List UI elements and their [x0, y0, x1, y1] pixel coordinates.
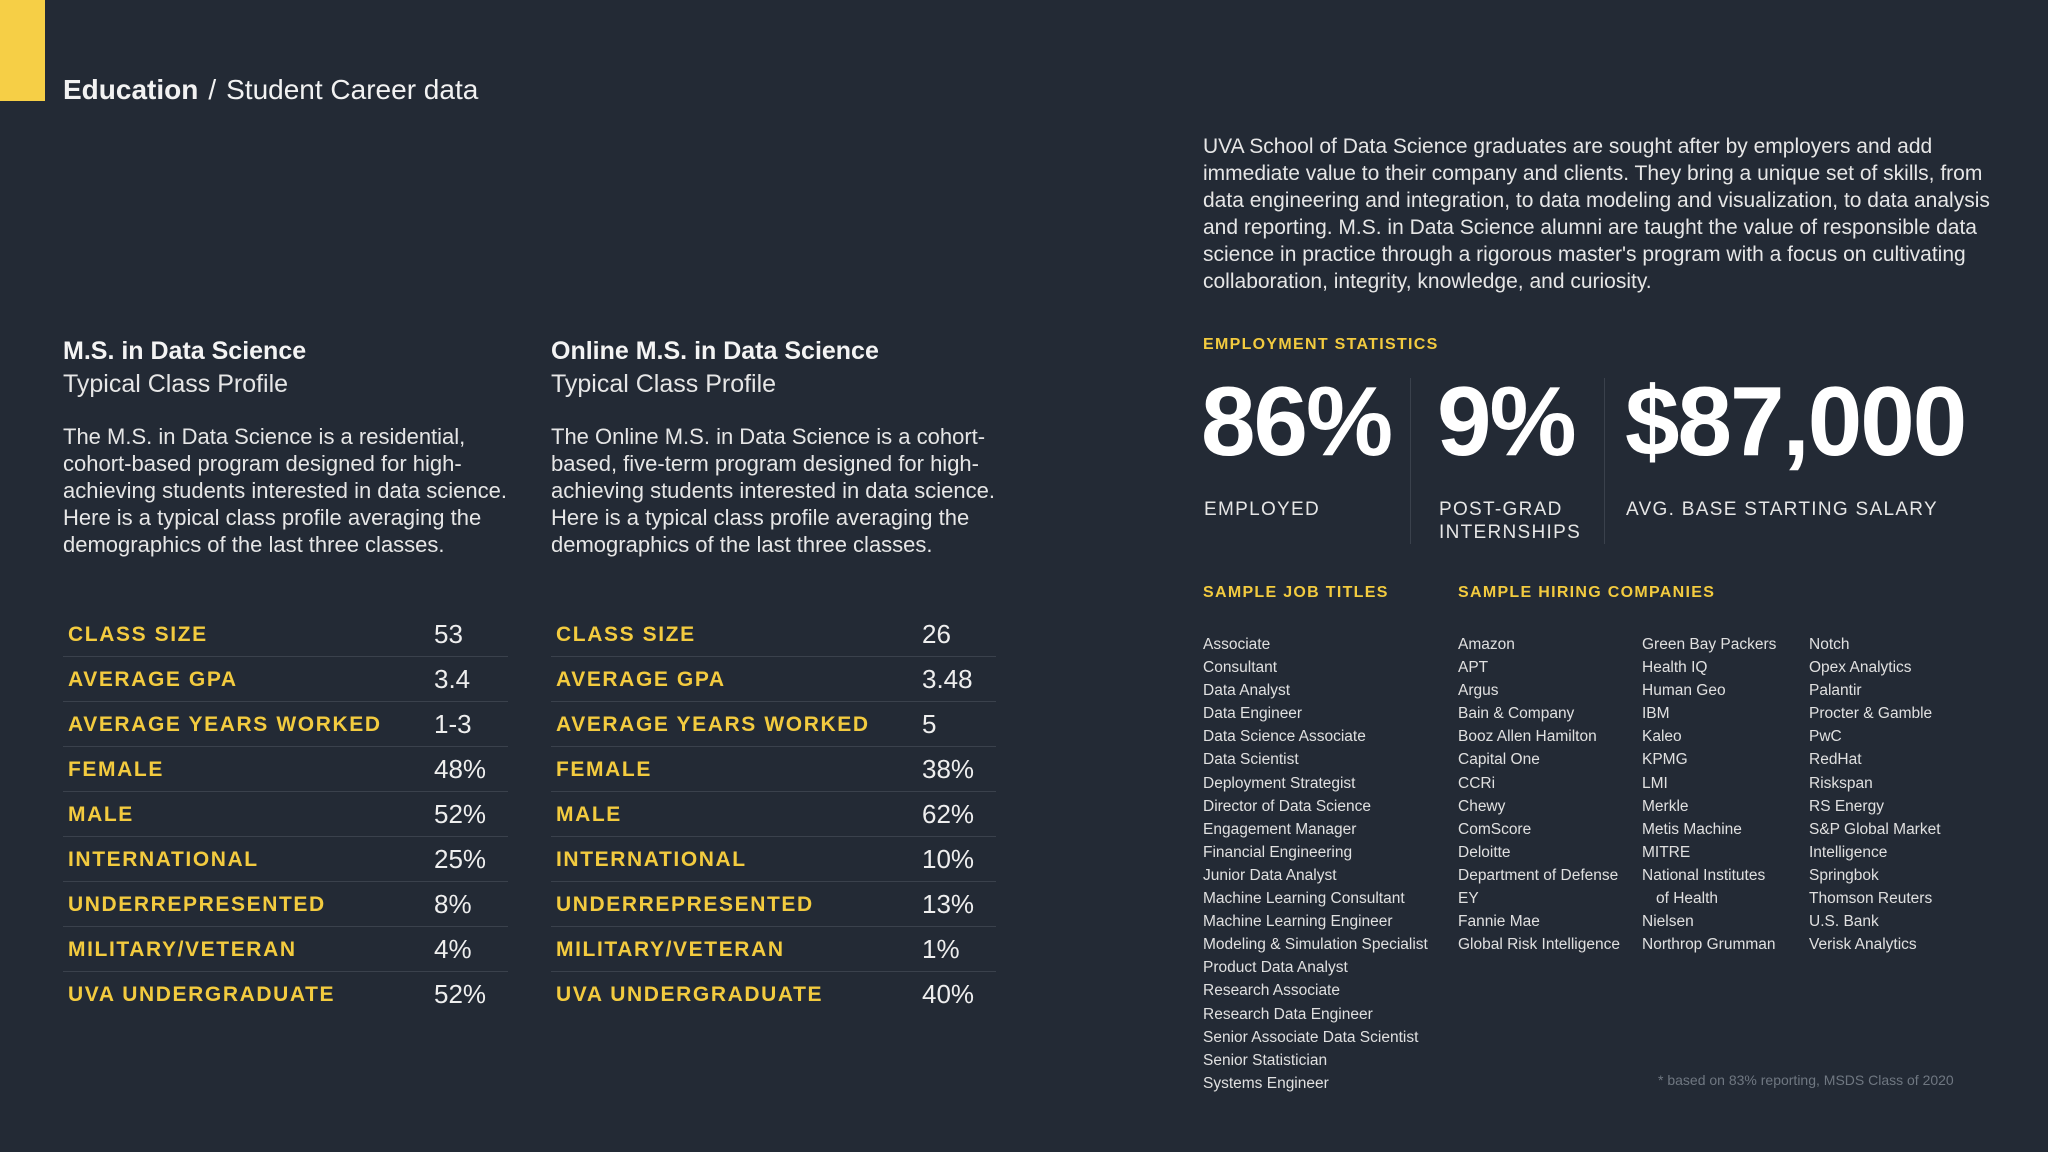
stat-value: 4%: [434, 934, 472, 964]
program-description: The Online M.S. in Data Science is a cohort-based, five-term program designed for high-achieving students interested in data science. Here is a typical class profile averaging the demographics of the last three classes.: [551, 424, 995, 557]
list-item: Riskspan: [1809, 774, 1873, 792]
list-item: Data Scientist: [1203, 751, 1299, 769]
stat-label: CLASS SIZE: [556, 622, 696, 646]
table-row: [551, 748, 996, 792]
list-item: RS Energy: [1809, 797, 1884, 815]
employment-statistics-heading: EMPLOYMENT STATISTICS: [1203, 336, 1439, 353]
list-item: U.S. Bank: [1809, 913, 1879, 931]
breadcrumb: [63, 74, 478, 106]
table-row: [63, 838, 508, 882]
employed-percent: 86%: [1201, 366, 1392, 476]
stat-label: UNDERREPRESENTED: [556, 892, 814, 916]
list-item: Department of Defense: [1458, 866, 1619, 884]
list-item: Data Analyst: [1203, 682, 1291, 700]
stat-value: 3.4: [434, 664, 471, 694]
hiring-companies-list-3: [1809, 633, 1941, 956]
program-subtitle: Typical Class Profile: [551, 370, 777, 398]
table-row: [63, 658, 508, 702]
stat-value: 25%: [434, 844, 487, 874]
list-item: IBM: [1642, 705, 1670, 723]
list-item: Data Science Associate: [1203, 728, 1366, 746]
stat-value: 1-3: [434, 709, 472, 739]
list-item: Senior Statistician: [1203, 1051, 1328, 1069]
footnote: * based on 83% reporting, MSDS Class of 2020: [1658, 1072, 1954, 1088]
list-item: Engagement Manager: [1203, 820, 1357, 838]
stat-label: UVA UNDERGRADUATE: [68, 982, 336, 1006]
list-item: Bain & Company: [1458, 705, 1575, 723]
list-item: CCRi: [1458, 774, 1496, 792]
list-item: Consultant: [1203, 659, 1278, 677]
stat-value: 53: [434, 619, 463, 649]
table-row: [63, 748, 508, 792]
stat-value: 13%: [922, 889, 975, 919]
table-row: [63, 793, 508, 837]
list-item: ComScore: [1458, 820, 1532, 838]
stat-label: AVERAGE GPA: [68, 667, 238, 691]
list-item: EY: [1458, 890, 1479, 908]
class-profile-table: [551, 613, 996, 1017]
stat-value: 62%: [922, 799, 975, 829]
list-item: Argus: [1458, 682, 1499, 700]
list-item: MITRE: [1642, 843, 1691, 861]
list-item: Modeling & Simulation Specialist: [1203, 936, 1428, 954]
list-item: Fannie Mae: [1458, 913, 1540, 931]
starting-salary: $87,000: [1625, 366, 1966, 476]
list-item: National Institutes: [1642, 866, 1766, 884]
breadcrumb-page: Student Career data: [226, 74, 479, 105]
list-item: Procter & Gamble: [1809, 705, 1933, 723]
stat-value: 40%: [922, 979, 975, 1009]
list-item: Research Associate: [1203, 982, 1340, 1000]
list-item: Northrop Grumman: [1642, 936, 1776, 954]
stat-label: AVERAGE YEARS WORKED: [556, 712, 870, 736]
list-item: Amazon: [1458, 636, 1515, 653]
stat-value: 5: [922, 709, 937, 739]
job-titles-list: [1203, 633, 1428, 1095]
program-profile-online: [551, 335, 996, 1009]
stat-label: CLASS SIZE: [68, 622, 208, 646]
internships-percent: 9%: [1437, 366, 1575, 476]
hiring-companies-heading: SAMPLE HIRING COMPANIES: [1458, 584, 1716, 601]
stat-label: AVERAGE YEARS WORKED: [68, 712, 382, 736]
list-item: Opex Analytics: [1809, 659, 1912, 677]
stat-label: INTERNATIONAL: [68, 847, 259, 871]
table-row: [551, 703, 996, 747]
list-item: Green Bay Packers: [1642, 636, 1777, 653]
stat-value: 38%: [922, 754, 975, 784]
class-profile-table: [63, 613, 508, 1017]
list-item: Systems Engineer: [1203, 1074, 1329, 1092]
stat-label: INTERNATIONAL: [556, 847, 747, 871]
table-row: [63, 613, 508, 657]
list-item: Booz Allen Hamilton: [1458, 728, 1597, 746]
stat-label: MILITARY/VETERAN: [556, 937, 785, 961]
table-row: [63, 703, 508, 747]
list-item: Senior Associate Data Scientist: [1203, 1028, 1419, 1046]
table-row: [551, 883, 996, 927]
list-item: Human Geo: [1642, 682, 1726, 700]
list-item: Chewy: [1458, 797, 1506, 815]
list-item: Merkle: [1642, 797, 1689, 815]
list-item: Intelligence: [1809, 843, 1888, 861]
list-item: Springbok: [1809, 866, 1879, 884]
list-item: RedHat: [1809, 751, 1862, 769]
stat-label: MILITARY/VETERAN: [68, 937, 297, 961]
list-item: Metis Machine: [1642, 820, 1742, 838]
stat-label: MALE: [68, 802, 134, 826]
program-profile-residential: [63, 335, 508, 1009]
program-subtitle: Typical Class Profile: [63, 370, 289, 398]
list-item: Machine Learning Consultant: [1203, 890, 1405, 908]
stat-label: AVERAGE GPA: [556, 667, 726, 691]
list-item: Health IQ: [1642, 659, 1708, 677]
list-item: Kaleo: [1642, 728, 1682, 746]
divider: [1410, 378, 1411, 544]
table-row: [551, 658, 996, 702]
hiring-companies-list-1: [1458, 633, 1620, 956]
list-item: PwC: [1809, 728, 1842, 746]
stat-value: 48%: [434, 754, 487, 784]
breadcrumb-section[interactable]: Education: [63, 74, 199, 105]
starting-salary-label: AVG. BASE STARTING SALARY: [1626, 499, 1938, 520]
list-item: Junior Data Analyst: [1203, 866, 1337, 884]
intro-paragraph: UVA School of Data Science graduates are sought after by employers and add immediate value to their company and clients. They bring a unique set of skills, from data engineering and integration, to data modeling and visualization, to data analysis and reporting. M.S. in Data Science alumni are taught the value of responsible data science in practice through a rigorous master's program with a focus on cultivating collaboration, integrity, knowledge, and curiosity.: [1203, 135, 1990, 293]
table-row: [63, 928, 508, 972]
list-item: Nielsen: [1642, 913, 1694, 931]
breadcrumb-separator: /: [208, 74, 217, 105]
table-row: [551, 928, 996, 972]
list-item: Research Data Engineer: [1203, 1005, 1373, 1023]
stat-value: 52%: [434, 979, 487, 1009]
stat-label: UNDERREPRESENTED: [68, 892, 326, 916]
table-row: [551, 973, 996, 1016]
stat-value: 10%: [922, 844, 975, 874]
list-item: Capital One: [1458, 751, 1540, 769]
hiring-companies-list-2: [1642, 633, 1776, 956]
accent-bar: [0, 0, 45, 101]
table-row: [63, 883, 508, 927]
stat-value: 26: [922, 619, 951, 649]
list-item: Deployment Strategist: [1203, 774, 1356, 792]
list-item: Data Engineer: [1203, 705, 1303, 723]
table-row: [551, 838, 996, 882]
stat-label: FEMALE: [556, 757, 652, 781]
stat-label: MALE: [556, 802, 622, 826]
stat-value: 52%: [434, 799, 487, 829]
list-item: Product Data Analyst: [1203, 959, 1348, 977]
list-item: of Health: [1656, 890, 1719, 908]
list-item: Associate: [1203, 636, 1271, 653]
list-item: Financial Engineering: [1203, 843, 1353, 861]
table-row: [63, 973, 508, 1016]
table-row: [551, 613, 996, 657]
stat-value: 1%: [922, 934, 960, 964]
list-item: S&P Global Market: [1809, 820, 1941, 838]
stat-label: UVA UNDERGRADUATE: [556, 982, 824, 1006]
table-row: [551, 793, 996, 837]
stat-label: FEMALE: [68, 757, 164, 781]
list-item: APT: [1458, 659, 1489, 677]
list-item: Director of Data Science: [1203, 797, 1371, 815]
list-item: Palantir: [1809, 682, 1862, 700]
list-item: Global Risk Intelligence: [1458, 936, 1620, 954]
stat-value: 3.48: [922, 664, 973, 694]
list-item: Machine Learning Engineer: [1203, 913, 1393, 931]
list-item: KPMG: [1642, 751, 1688, 769]
program-title: Online M.S. in Data Science: [551, 337, 879, 365]
employed-label: EMPLOYED: [1204, 499, 1320, 520]
list-item: Notch: [1809, 636, 1850, 653]
stat-value: 8%: [434, 889, 472, 919]
job-titles-heading: SAMPLE JOB TITLES: [1203, 584, 1389, 601]
list-item: Deloitte: [1458, 843, 1511, 861]
program-title: M.S. in Data Science: [63, 337, 307, 365]
list-item: Thomson Reuters: [1809, 890, 1933, 908]
divider: [1604, 378, 1605, 544]
list-item: Verisk Analytics: [1809, 936, 1917, 954]
internships-label: POST-GRAD INTERNSHIPS: [1439, 499, 1582, 543]
list-item: LMI: [1642, 774, 1668, 792]
program-description: The M.S. in Data Science is a residential, cohort-based program designed for high-achieving students interested in data science. Here is a typical class profile averaging the demographics of the last three classes.: [63, 424, 507, 557]
